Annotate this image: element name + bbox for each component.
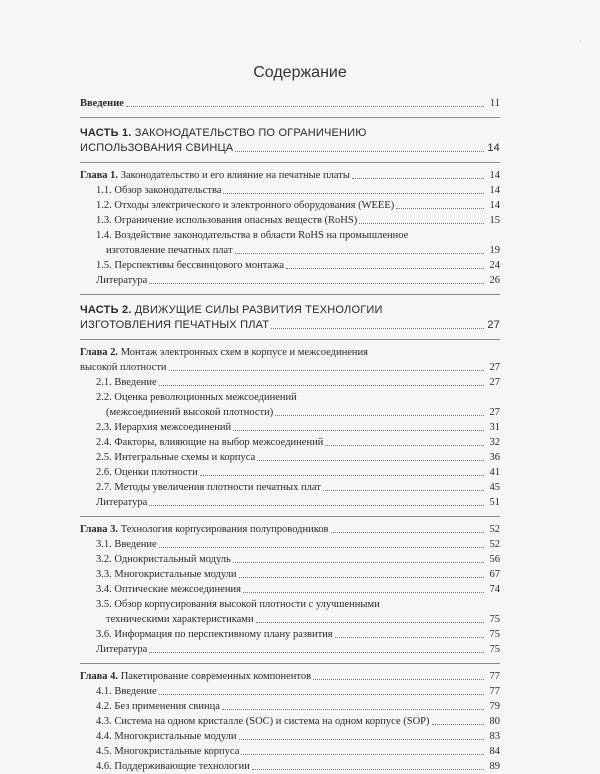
dot-leader [352,177,484,179]
chapter-3-page: 52 [489,524,500,535]
toc-part-1[interactable] [80,126,500,156]
item-label: 4.5. Многокристальные корпуса [96,746,240,757]
toc-item[interactable] [80,375,500,390]
table-of-contents [80,96,500,774]
dot-leader [252,768,484,770]
part-1-number: ЧАСТЬ 1. [80,127,132,139]
toc-item[interactable] [80,699,500,714]
item-label: 2.2. Оценка революционных межсоединений [96,392,297,403]
dot-leader [325,444,484,446]
divider [80,117,500,118]
toc-intro[interactable] [80,96,500,111]
item-page: 31 [489,422,500,433]
toc-literature[interactable] [80,495,500,510]
item-label: 2.5. Интегральные схемы и корпуса [96,452,256,463]
toc-item[interactable] [80,465,500,480]
item-label-line2: техническими характеристиками [106,614,254,625]
toc-item[interactable] [80,714,500,729]
chapter-2-title-line2: высокой плотности [80,362,167,373]
chapter-4-page: 77 [489,671,500,682]
dot-leader [256,621,484,623]
chapter-1-page: 14 [489,170,500,181]
item-label: 2.1. Введение [96,377,157,388]
item-page: 89 [489,761,500,772]
literature-label: Литература [96,644,148,655]
dot-leader [235,150,484,152]
toc-item[interactable] [80,597,500,627]
part-1-title: ЗАКОНОДАТЕЛЬСТВО ПО ОГРАНИЧЕНИЮ [131,127,367,139]
page-title: Содержание [253,64,347,81]
dot-leader [239,738,484,740]
toc-item[interactable] [80,390,500,420]
chapter-2-number: Глава 2. [80,347,119,358]
toc-item[interactable] [80,198,500,213]
item-label: 4.3. Система на одном кристалле (SOC) и система на одном корпусе (SOP) [96,716,430,727]
intro-label: Введение [80,98,124,109]
chapter-2-page: 27 [489,362,500,373]
divider [80,294,500,295]
divider [80,516,500,517]
dot-leader [149,651,484,653]
toc-item[interactable] [80,627,500,642]
dot-leader [233,561,484,563]
item-page: 24 [489,260,500,271]
item-page: 77 [489,686,500,697]
toc-item[interactable] [80,537,500,552]
item-page: 27 [489,407,500,418]
item-label: 3.4. Оптические межсоединения [96,584,241,595]
divider [80,339,500,340]
toc-item[interactable] [80,759,500,774]
part-2-title: ДВИЖУЩИЕ СИЛЫ РАЗВИТИЯ ТЕХНОЛОГИИ [131,304,383,316]
literature-page: 51 [489,497,500,508]
dot-leader [169,369,484,371]
dot-leader [323,489,484,491]
toc-item[interactable] [80,183,500,198]
toc-item[interactable] [80,450,500,465]
item-label: 1.2. Отходы электрического и электронного оборудования (WEEE) [96,200,395,211]
item-label: 3.5. Обзор корпусирования высокой плотности с улучшенными [96,599,380,610]
divider [80,663,500,664]
literature-page: 26 [489,275,500,286]
chapter-3-number: Глава 3. [80,524,119,535]
part-1-title-line2: ИСПОЛЬЗОВАНИЯ СВИНЦА [80,142,234,154]
toc-item[interactable] [80,552,500,567]
dot-leader [275,414,484,416]
toc-item[interactable] [80,582,500,597]
item-label: 2.6. Оценки плотности [96,467,198,478]
dot-leader [222,708,484,710]
item-page: 75 [489,629,500,640]
dot-leader [243,591,484,593]
chapter-4-number: Глава 4. [80,671,119,682]
dot-leader [331,531,485,533]
corner-mark: · [578,36,582,47]
chapter-3-title: Технология корпусирования полупроводников [118,524,329,535]
dot-leader [223,192,484,194]
toc-chapter-4[interactable] [80,669,500,684]
part-2-title-line2: ИЗГОТОВЛЕНИЯ ПЕЧАТНЫХ ПЛАТ [80,319,270,331]
item-page: 27 [489,377,500,388]
item-label: 2.3. Иерархия межсоединений [96,422,232,433]
item-page: 19 [489,245,500,256]
dot-leader [126,105,484,107]
toc-item[interactable] [80,435,500,450]
item-page: 15 [489,215,500,226]
dot-leader [271,327,484,329]
item-label: 4.1. Введение [96,686,157,697]
item-page: 14 [489,200,500,211]
item-page: 84 [489,746,500,757]
toc-item[interactable] [80,228,500,258]
item-page: 67 [489,569,500,580]
dot-leader [200,474,484,476]
item-label: 2.7. Методы увеличения плотности печатных плат [96,482,321,493]
item-page: 52 [489,539,500,550]
dot-leader [432,723,485,725]
item-label: 3.2. Однокристальный модуль [96,554,231,565]
dot-leader [359,222,484,224]
item-label: 3.1. Введение [96,539,157,550]
item-label: 4.2. Без применения свинца [96,701,220,712]
part-2-page: 27 [487,319,500,331]
item-label: 4.6. Поддерживающие технологии [96,761,250,772]
toc-item[interactable] [80,213,500,228]
toc-item[interactable] [80,729,500,744]
toc-item[interactable] [80,744,500,759]
chapter-1-number: Глава 1. [80,170,119,181]
dot-leader [286,267,484,269]
dot-leader [241,753,484,755]
part-2-number: ЧАСТЬ 2. [80,304,132,316]
item-page: 79 [489,701,500,712]
item-page: 80 [489,716,500,727]
item-label: 3.3. Многокристальные модули [96,569,237,580]
dot-leader [159,693,484,695]
chapter-1-title: Законодательство и его влияние на печатные платы [118,170,350,181]
item-page: 56 [489,554,500,565]
item-label: 1.4. Воздействие законодательства в области RoHS на промышленное [96,230,409,241]
divider [80,162,500,163]
toc-item[interactable] [80,258,500,273]
toc-item[interactable] [80,684,500,699]
literature-page: 75 [489,644,500,655]
toc-item[interactable] [80,420,500,435]
part-1-page: 14 [487,142,500,154]
item-label: 3.6. Информация по перспективному плану развития [96,629,333,640]
toc-chapter-3[interactable] [80,522,500,537]
dot-leader [149,504,484,506]
literature-label: Литература [96,497,148,508]
item-page: 75 [489,614,500,625]
dot-leader [335,636,484,638]
item-label: 1.1. Обзор законодательства [96,185,222,196]
item-label: 1.3. Ограничение использования опасных веществ (RoHS) [96,215,358,226]
literature-label: Литература [96,275,148,286]
toc-chapter-2[interactable] [80,345,500,375]
dot-leader [235,252,484,254]
item-page: 14 [489,185,500,196]
dot-leader [396,207,484,209]
toc-item[interactable] [80,567,500,582]
dot-leader [239,576,484,578]
item-page: 41 [489,467,500,478]
item-page: 74 [489,584,500,595]
item-page: 32 [489,437,500,448]
dot-leader [159,546,484,548]
item-label: 2.4. Факторы, влияющие на выбор межсоединений [96,437,324,448]
dot-leader [313,678,484,680]
intro-page: 11 [489,98,500,109]
dot-leader [149,282,484,284]
item-page: 45 [489,482,500,493]
dot-leader [233,429,484,431]
dot-leader [257,459,484,461]
item-label: 1.5. Перспективы бессвинцового монтажа [96,260,284,271]
item-label-line2: (межсоединений высокой плотности) [106,407,274,418]
item-page: 83 [489,731,500,742]
toc-literature[interactable] [80,273,500,288]
chapter-4-title: Пакетирование современных компонентов [118,671,312,682]
item-label-line2: изготовление печатных плат [106,245,233,256]
toc-chapter-1[interactable] [80,168,500,183]
toc-part-2[interactable] [80,303,500,333]
item-page: 36 [489,452,500,463]
toc-item[interactable] [80,480,500,495]
dot-leader [159,384,484,386]
item-label: 4.4. Многокристальные модули [96,731,237,742]
toc-literature[interactable] [80,642,500,657]
chapter-2-title: Монтаж электронных схем в корпусе и межсоединения [118,347,368,358]
